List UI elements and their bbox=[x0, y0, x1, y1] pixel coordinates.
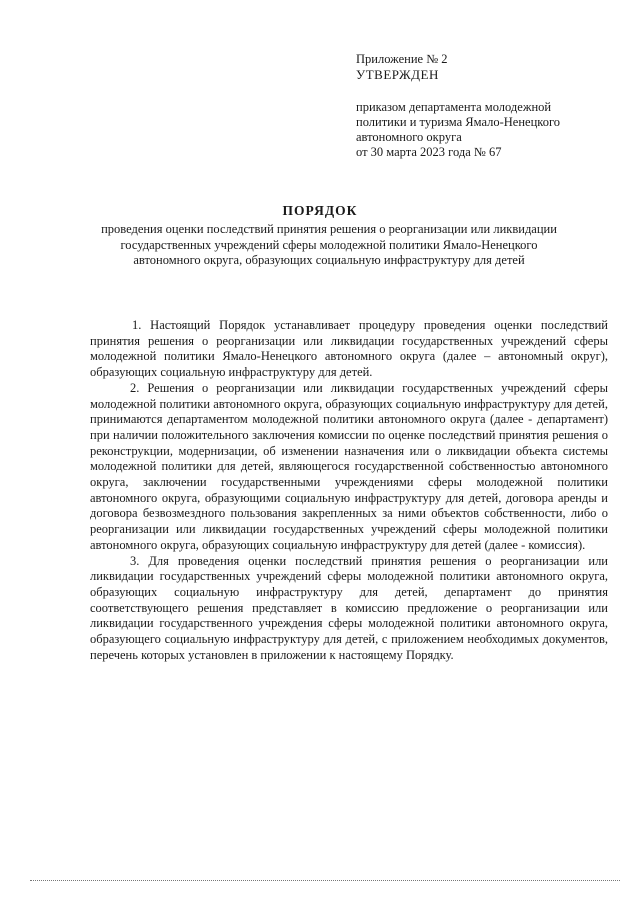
paragraph-1: 1. Настоящий Порядок устанавливает процедуру проведения оценки последствий принятия решения о реорганизации или ликвидации государственных учреждений сферы молодежной политики Ямало-Ненецкого автономного округа (далее – автономный округ), образующих социальную инфраструктуру для детей. bbox=[90, 318, 608, 380]
paragraph-2: 2. Решения о реорганизации или ликвидации государственных учреждений сферы молодежной политики автономного округа, образующих социальную инфраструктуру для детей, принимаются департаментом молодежной политики автономного округа (далее - департамент) при наличии положительного заключения комиссии по оценке последствий принятия решения о реконструкции, модернизации, об изменении назначения или о ликвидации объекта системы молодежной политики для детей, являющегося государственной собственностью автономного округа, заключении государственными учреждениями сферы молодежной политики автономного округа, образующими социальную инфраструктуру для детей, договора аренды и договора безвозмездного пользования закрепленных за ними объектов собственности, либо о реорганизации или ликвидации государственных учреждений сферы молодежной политики автономного округа, образующих социальную инфраструктуру для детей (далее - комиссия). bbox=[90, 380, 608, 552]
document-title: ПОРЯДОК bbox=[282, 203, 358, 218]
order-date: от 30 марта 2023 года № 67 bbox=[356, 145, 502, 159]
order-line-2: политики и туризма Ямало-Ненецкого bbox=[356, 115, 561, 129]
paragraph-3: 3. Для проведения оценки последствий принятия решения о реорганизации или ликвидации государственных учреждений сферы молодежной политики автономного округа, образующих социальную инфраструктуру для детей, департамент до принятия соответствующего решения представляет в комиссию предложение о реорганизации или ликвидации государственного учреждения сферы молодежной политики автономного округа, образующего социальную инфраструктуру для детей, с приложением необходимых документов, перечень которых установлен в приложении к настоящему Порядку. bbox=[90, 553, 608, 662]
approved-stamp: УТВЕРЖДЕН bbox=[356, 67, 439, 82]
appendix-label: Приложение № 2 bbox=[356, 52, 448, 66]
document-body bbox=[90, 318, 608, 663]
order-line-1: приказом департамента молодежной bbox=[356, 100, 552, 114]
order-line-3: автономного округа bbox=[356, 130, 462, 144]
page-bottom-border bbox=[30, 880, 620, 881]
spacer bbox=[356, 82, 626, 100]
approval-block bbox=[356, 52, 626, 160]
document-subtitle: проведения оценки последствий принятия решения о реорганизации или ликвидации государственных учреждений сферы молодежной политики Ямало-Ненецкого автономного округа, образующих социальную инфраструктуру для детей bbox=[101, 222, 557, 267]
